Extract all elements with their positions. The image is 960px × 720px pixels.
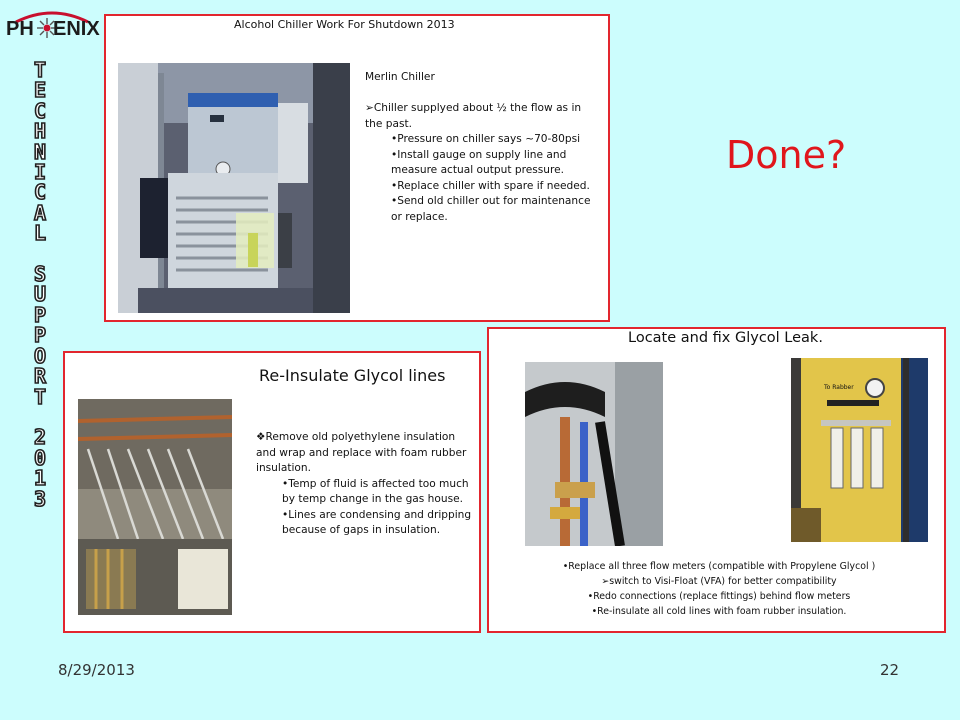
side-title-letter: I <box>33 160 47 185</box>
side-title-letter: 1 <box>33 466 47 491</box>
chiller-sub-bullet: •Install gauge on supply line and measure actual output pressure. <box>391 148 567 176</box>
chiller-photo <box>118 63 350 313</box>
side-title-letter: H <box>33 119 47 144</box>
logo-text-left: PH <box>6 18 34 40</box>
side-title-letter: U <box>33 282 47 307</box>
insulate-sub-bullet: •Temp of fluid is affected too much by temp change in the gas house. <box>282 477 469 505</box>
side-title-letter <box>22 407 58 427</box>
insulate-panel <box>63 351 481 633</box>
side-title-letter: L <box>33 221 47 246</box>
leak-line: •Re-insulate all cold lines with foam rubber insulation. <box>591 606 847 617</box>
glycol-leak-panel-title: Locate and fix Glycol Leak. <box>628 330 823 346</box>
chiller-panel <box>104 14 610 322</box>
glycol-leak-panel-text <box>509 559 929 619</box>
side-title-letter: N <box>33 139 47 164</box>
side-title-letter: R <box>33 364 47 389</box>
footer-page-number: 22 <box>880 661 900 679</box>
flow-meter-photo-label: To Rabber <box>824 384 854 391</box>
leak-line: •Replace all three flow meters (compatible with Propylene Glycol ) <box>562 561 876 572</box>
side-title-letter: E <box>33 78 47 103</box>
side-title-letter: 3 <box>33 486 47 511</box>
side-title-letter: A <box>33 200 47 225</box>
insulate-panel-text <box>256 430 472 539</box>
done-label: Done? <box>726 133 847 177</box>
insulate-panel-title: Re-Insulate Glycol lines <box>259 366 446 385</box>
insulate-bullet: ❖Remove old polyethylene insulation and wrap and replace with foam rubber insulation. <box>256 431 467 474</box>
chiller-sub-bullet: •Send old chiller out for maintenance or replace. <box>391 195 591 223</box>
pipes-photo <box>525 362 663 546</box>
chiller-sub-bullet: •Replace chiller with spare if needed. <box>391 179 590 192</box>
side-title-letter: S <box>33 262 47 287</box>
chiller-panel-title: Alcohol Chiller Work For Shutdown 2013 <box>234 18 455 31</box>
chiller-heading: Merlin Chiller <box>365 71 435 83</box>
chiller-bullet: ➢Chiller supplyed about ½ the flow as in the past. <box>365 102 582 130</box>
glycol-lines-photo <box>78 399 232 615</box>
phenix-logo <box>6 8 98 42</box>
glycol-leak-panel <box>487 327 946 633</box>
side-title-letter: C <box>33 98 47 123</box>
side-title-letter <box>22 244 58 264</box>
flow-meter-panel-photo <box>791 358 928 542</box>
insulate-sub-bullet: •Lines are condensing and dripping because of gaps in insulation. <box>282 508 472 536</box>
side-title-letter: O <box>33 343 47 368</box>
side-title <box>22 60 58 509</box>
footer-date: 8/29/2013 <box>58 661 135 679</box>
leak-line: ➢switch to Visi-Float (VFA) for better compatibility <box>601 576 837 587</box>
side-title-letter: C <box>33 180 47 205</box>
logo-text-right: ENIX <box>53 18 100 40</box>
chiller-panel-text <box>365 70 601 225</box>
side-title-letter: 0 <box>33 445 47 470</box>
side-title-letter: T <box>33 384 47 409</box>
side-title-letter: 2 <box>33 425 47 450</box>
leak-line: •Redo connections (replace fittings) behind flow meters <box>587 591 851 602</box>
side-title-letter: P <box>33 323 47 348</box>
chiller-sub-bullet: •Pressure on chiller says ~70-80psi <box>391 133 581 145</box>
side-title-letter: T <box>33 58 47 82</box>
side-title-letter: P <box>33 302 47 327</box>
